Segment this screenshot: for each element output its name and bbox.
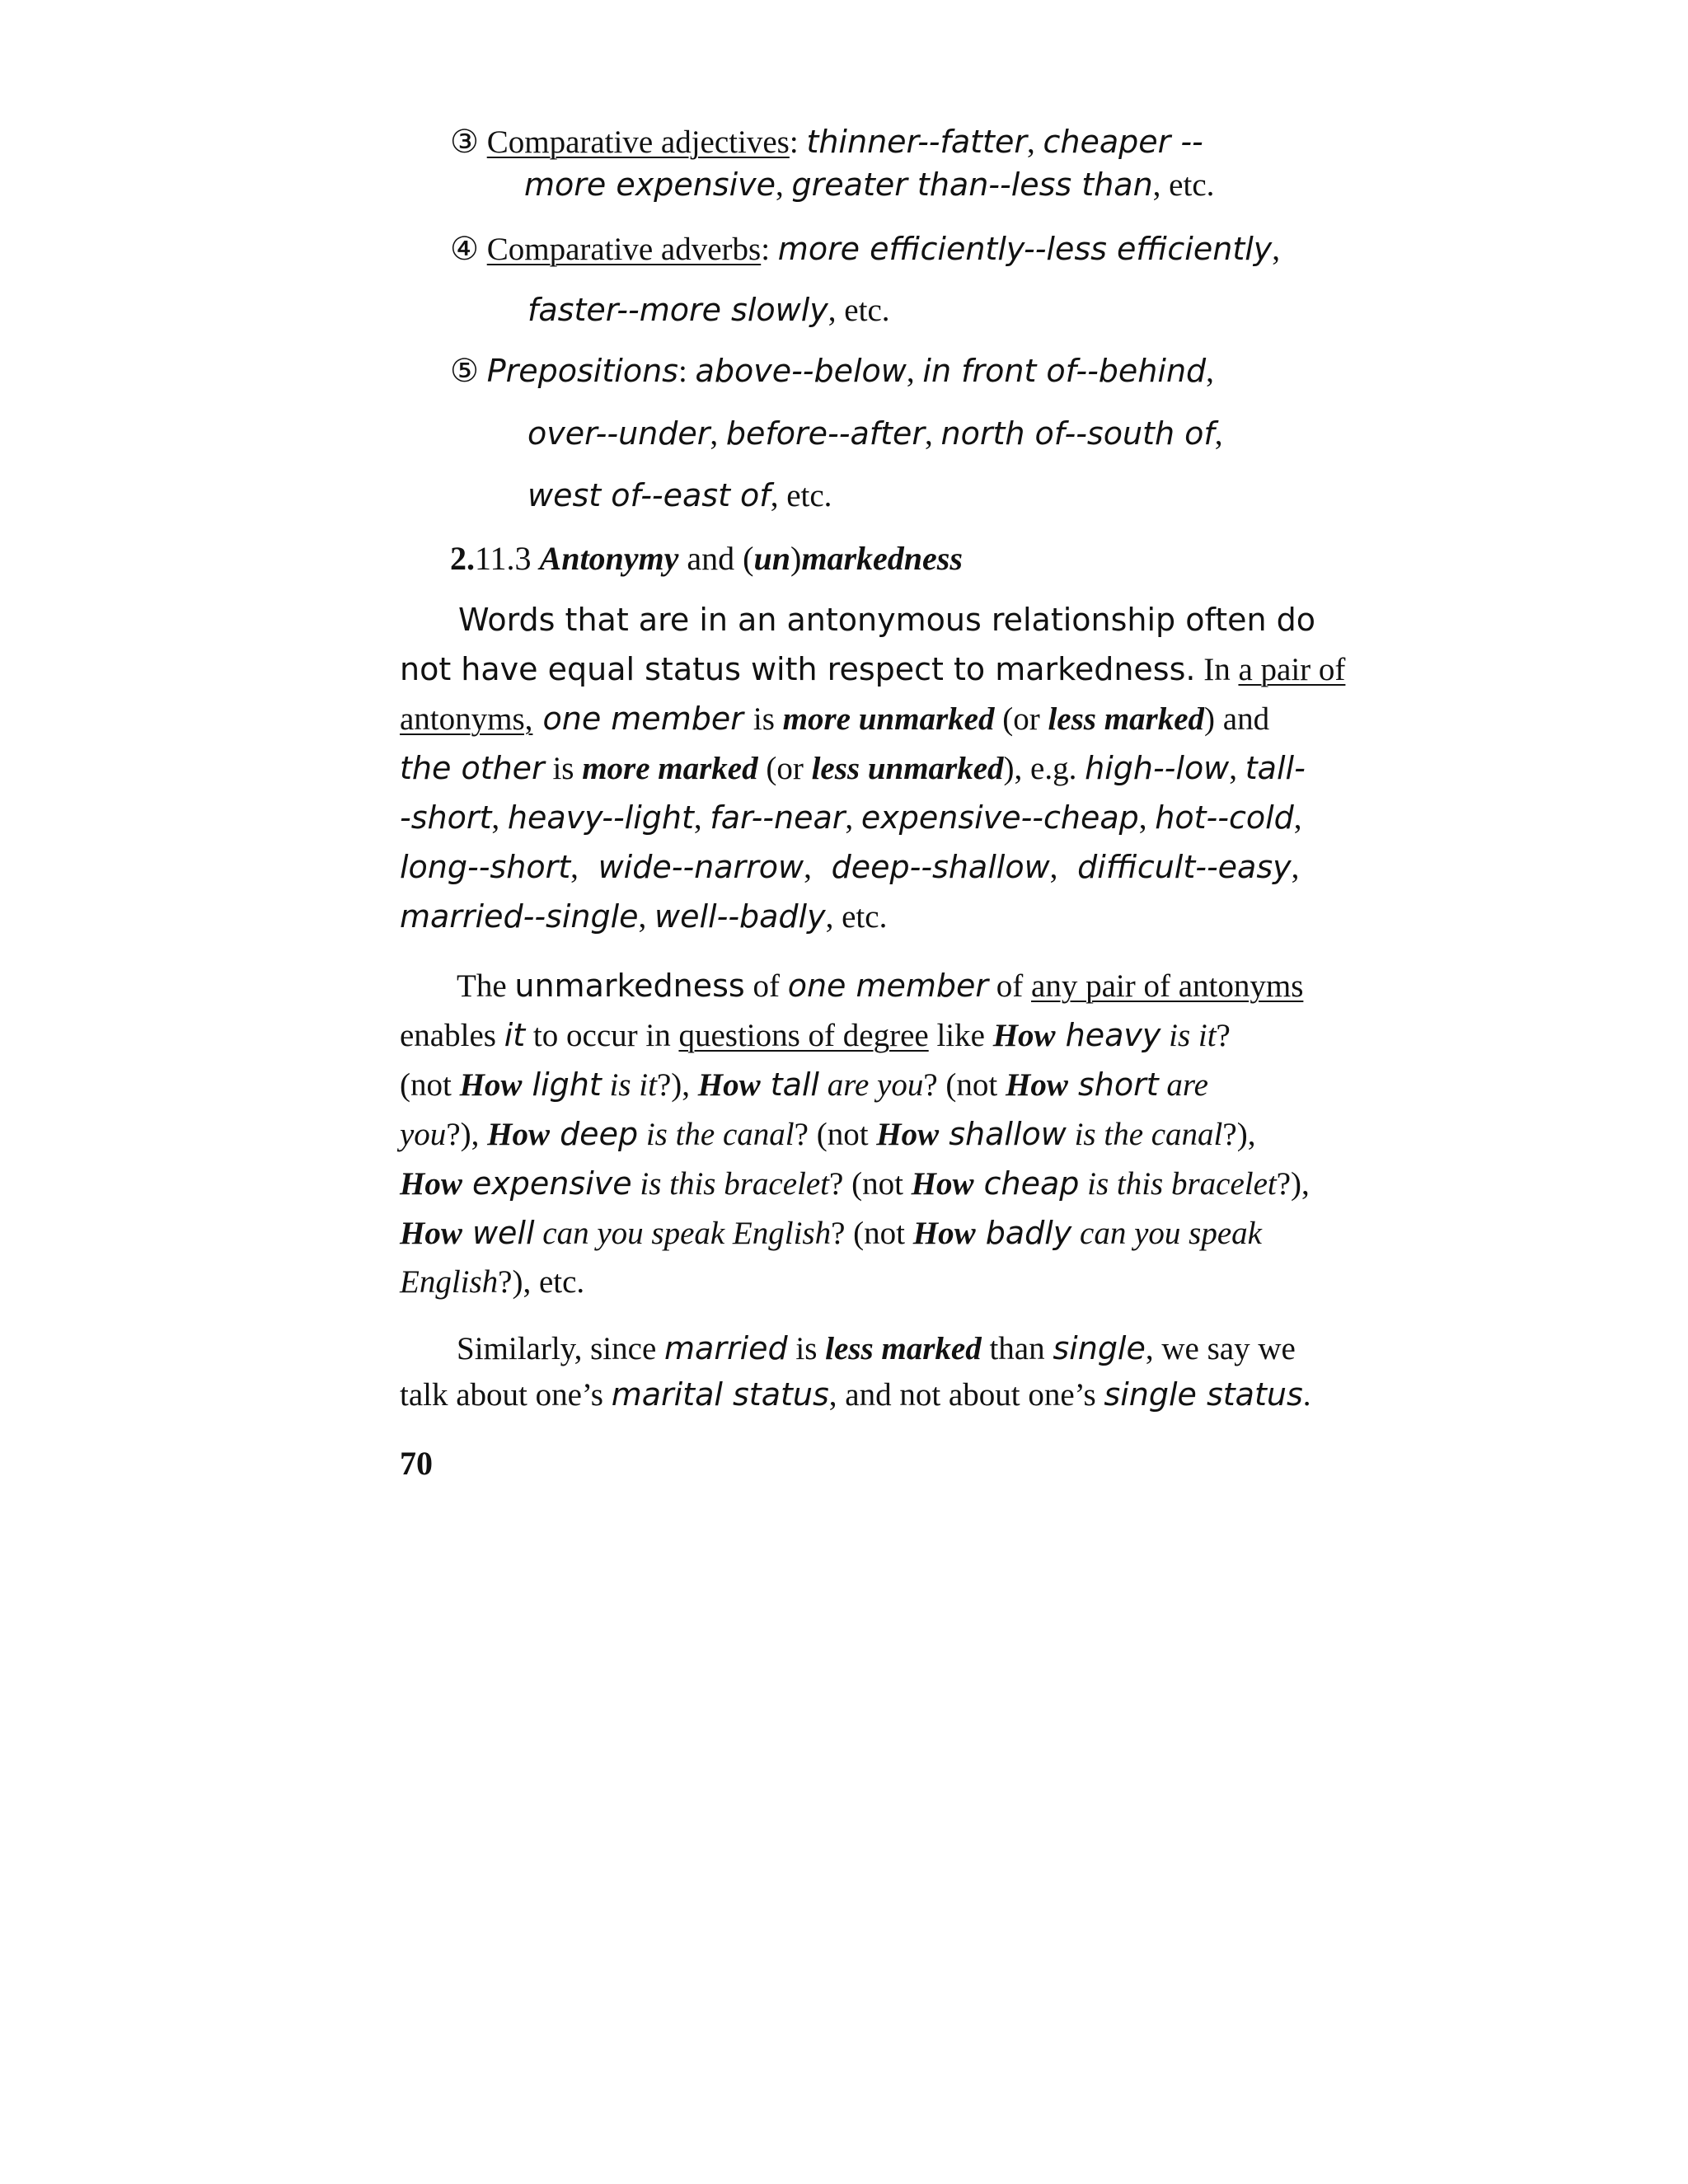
para2-line-4: you?), How deep is the canal? (not How shallow is the canal?),: [400, 1116, 1256, 1152]
item-label: Comparative adjectives: [486, 124, 790, 160]
para2-line-5: How expensive is this bracelet? (not How cheap is this bracelet?),: [400, 1165, 1310, 1202]
para1-line-1: Words that are in an antonymous relationship often do: [458, 602, 1316, 638]
item-label: Prepositions: [486, 353, 678, 389]
circled-number-5: ⑤: [450, 354, 479, 389]
para1-line-4: the other is more marked (or less unmarked), e.g. high--low, tall-: [400, 750, 1306, 786]
list-item-5-line-1: ⑤ Prepositions: above--below, in front of--behind,: [450, 353, 1214, 389]
page-number: 70: [400, 1445, 433, 1482]
para3-line-1: Similarly, since married is less marked than single, we say we: [457, 1330, 1296, 1366]
para3-line-2: talk about one’s marital status, and not about one’s single status.: [400, 1376, 1311, 1413]
para1-line-2: not have equal status with respect to markedness. In a pair of: [400, 651, 1346, 687]
list-item-4-line-1: ④ Comparative adverbs: more efficiently--less efficiently,: [450, 231, 1281, 267]
list-item-4-line-2: faster--more slowly, etc.: [528, 292, 890, 328]
list-item-3-line-2: more expensive, greater than--less than, etc.: [524, 166, 1215, 203]
para2-line-6: How well can you speak English? (not How badly can you speak: [400, 1215, 1262, 1251]
para2-line-7: English?), etc.: [400, 1264, 585, 1300]
circled-number-4: ④: [450, 232, 479, 267]
item-label: Comparative adverbs: [486, 232, 762, 267]
list-item-3-line-1: ③ Comparative adjectives: thinner--fatter, cheaper --: [450, 124, 1203, 160]
para1-line-7: married--single, well--badly, etc.: [400, 898, 888, 935]
para2-line-3: (not How light is it?), How tall are you? (not How short are: [400, 1066, 1208, 1103]
para2-line-1: The unmarkedness of one member of any pair of antonyms: [457, 968, 1304, 1004]
para1-line-6: long--short, wide--narrow, deep--shallow, difficult--easy,: [400, 849, 1300, 885]
list-item-5-line-2: over--under, before--after, north of--south of,: [528, 415, 1223, 452]
list-item-5-line-3: west of--east of, etc.: [528, 477, 832, 513]
para1-line-3: antonyms, one member is more unmarked (or less marked) and: [400, 701, 1270, 737]
para2-line-2: enables it to occur in questions of degree like How heavy is it?: [400, 1017, 1231, 1053]
circled-number-3: ③: [450, 124, 479, 160]
section-heading: 2.11.3 Antonymy and (un)markedness: [450, 540, 963, 577]
para1-line-5: -short, heavy--light, far--near, expensive--cheap, hot--cold,: [400, 799, 1302, 836]
